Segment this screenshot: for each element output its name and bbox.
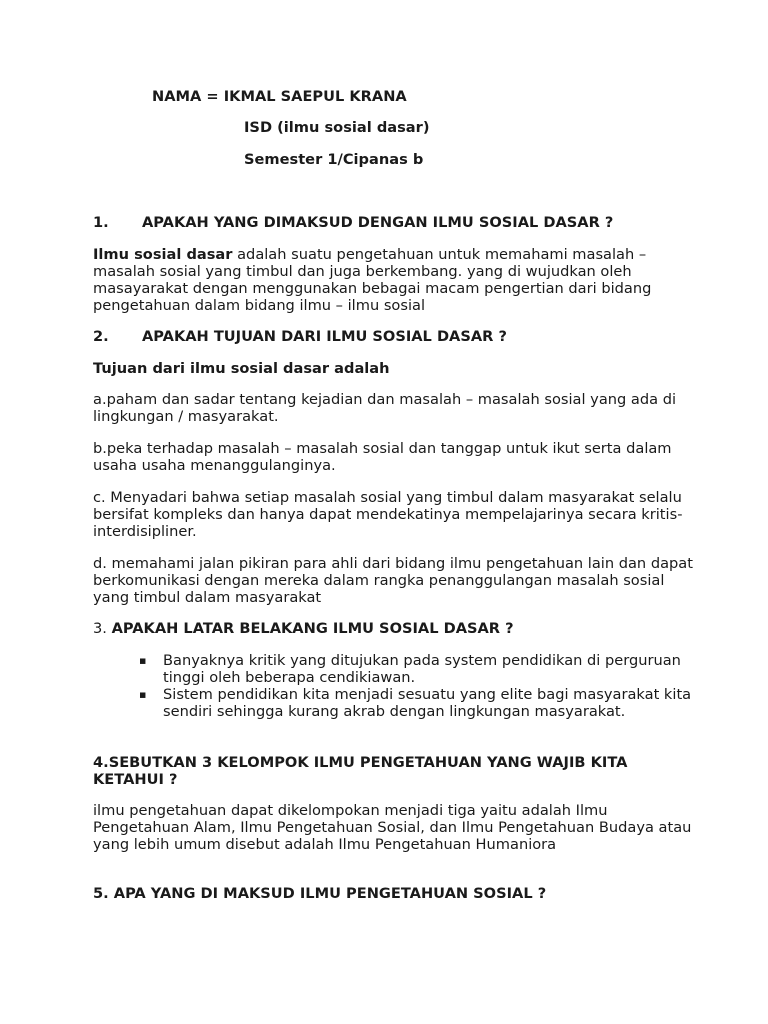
- student-name-line: NAMA = IKMAL SAEPUL KRANA: [152, 88, 407, 105]
- answer-2-item-a: a.paham dan sadar tentang kejadian dan masalah – masalah sosial yang ada di lingkungan / masyarakat.: [93, 391, 677, 425]
- bullet-text: Sistem pendidikan kita menjadi sesuatu yang elite bagi masyarakat kita sendiri sehingga kurang akrab dengan lingkungan masyarakat.: [163, 686, 692, 720]
- answer-2-item-b: b.peka terhadap masalah – masalah sosial dan tanggap untuk ikut serta dalam usaha usaha menanggulanginya.: [93, 440, 672, 474]
- semester-line: Semester 1/Cipanas b: [244, 151, 424, 168]
- course-line: ISD (ilmu sosial dasar): [244, 119, 430, 136]
- square-bullet-icon: ▪: [139, 654, 147, 667]
- question-4-heading: 4.SEBUTKAN 3 KELOMPOK ILMU PENGETAHUAN YANG WAJIB KITA KETAHUI ?: [93, 754, 628, 788]
- question-3-heading: [93, 620, 693, 637]
- square-bullet-icon: ▪: [139, 688, 147, 701]
- question-2-text: APAKAH TUJUAN DARI ILMU SOSIAL DASAR ?: [142, 328, 507, 345]
- list-item: [93, 652, 693, 686]
- question-3-number: 3.: [93, 620, 107, 637]
- question-3-text: APAKAH LATAR BELAKANG ILMU SOSIAL DASAR ?: [111, 620, 514, 637]
- question-1-number: 1.: [93, 214, 109, 231]
- answer-1-text: adalah suatu pengetahuan untuk memahami masalah – masalah sosial yang timbul dan juga berkembang. yang di wujudkan oleh masayarakat dengan menggunakan bebagai macam pengertian dari bidang pengetahuan dalam bidang ilmu – ilmu sosial: [93, 246, 652, 314]
- answer-4-paragraph: ilmu pengetahuan dapat dikelompokan menjadi tiga yaitu adalah Ilmu Pengetahuan Alam, Ilmu Pengetahuan Sosial, dan Ilmu Pengetahuan Budaya atau yang lebih umum disebut adalah Ilmu Pengetahuan Humaniora: [93, 802, 692, 853]
- answer-1-term: Ilmu sosial dasar: [93, 246, 233, 263]
- list-item: [93, 686, 693, 720]
- bullet-text: Banyaknya kritik yang ditujukan pada system pendidikan di perguruan tinggi oleh beberapa cendikiawan.: [163, 652, 681, 686]
- question-1-heading: [93, 214, 693, 231]
- question-5-heading: 5. APA YANG DI MAKSUD ILMU PENGETAHUAN SOSIAL ?: [93, 885, 547, 902]
- answer-2-item-c: c. Menyadari bahwa setiap masalah sosial yang timbul dalam masyarakat selalu bersifat kompleks dan hanya dapat mendekatinya mempelajarinya secara kritis-interdisipliner.: [93, 489, 683, 540]
- answer-1-paragraph: [93, 246, 693, 314]
- answer-3-bullet-list: [93, 652, 693, 720]
- answer-2-intro: Tujuan dari ilmu sosial dasar adalah: [93, 360, 390, 377]
- question-1-text: APAKAH YANG DIMAKSUD DENGAN ILMU SOSIAL DASAR ?: [142, 214, 614, 231]
- question-2-number: 2.: [93, 328, 109, 345]
- question-2-heading: [93, 328, 693, 345]
- answer-2-item-d: d. memahami jalan pikiran para ahli dari bidang ilmu pengetahuan lain dan dapat berkomunikasi dengan mereka dalam rangka penanggulangan masalah sosial yang timbul dalam masyarakat: [93, 555, 693, 606]
